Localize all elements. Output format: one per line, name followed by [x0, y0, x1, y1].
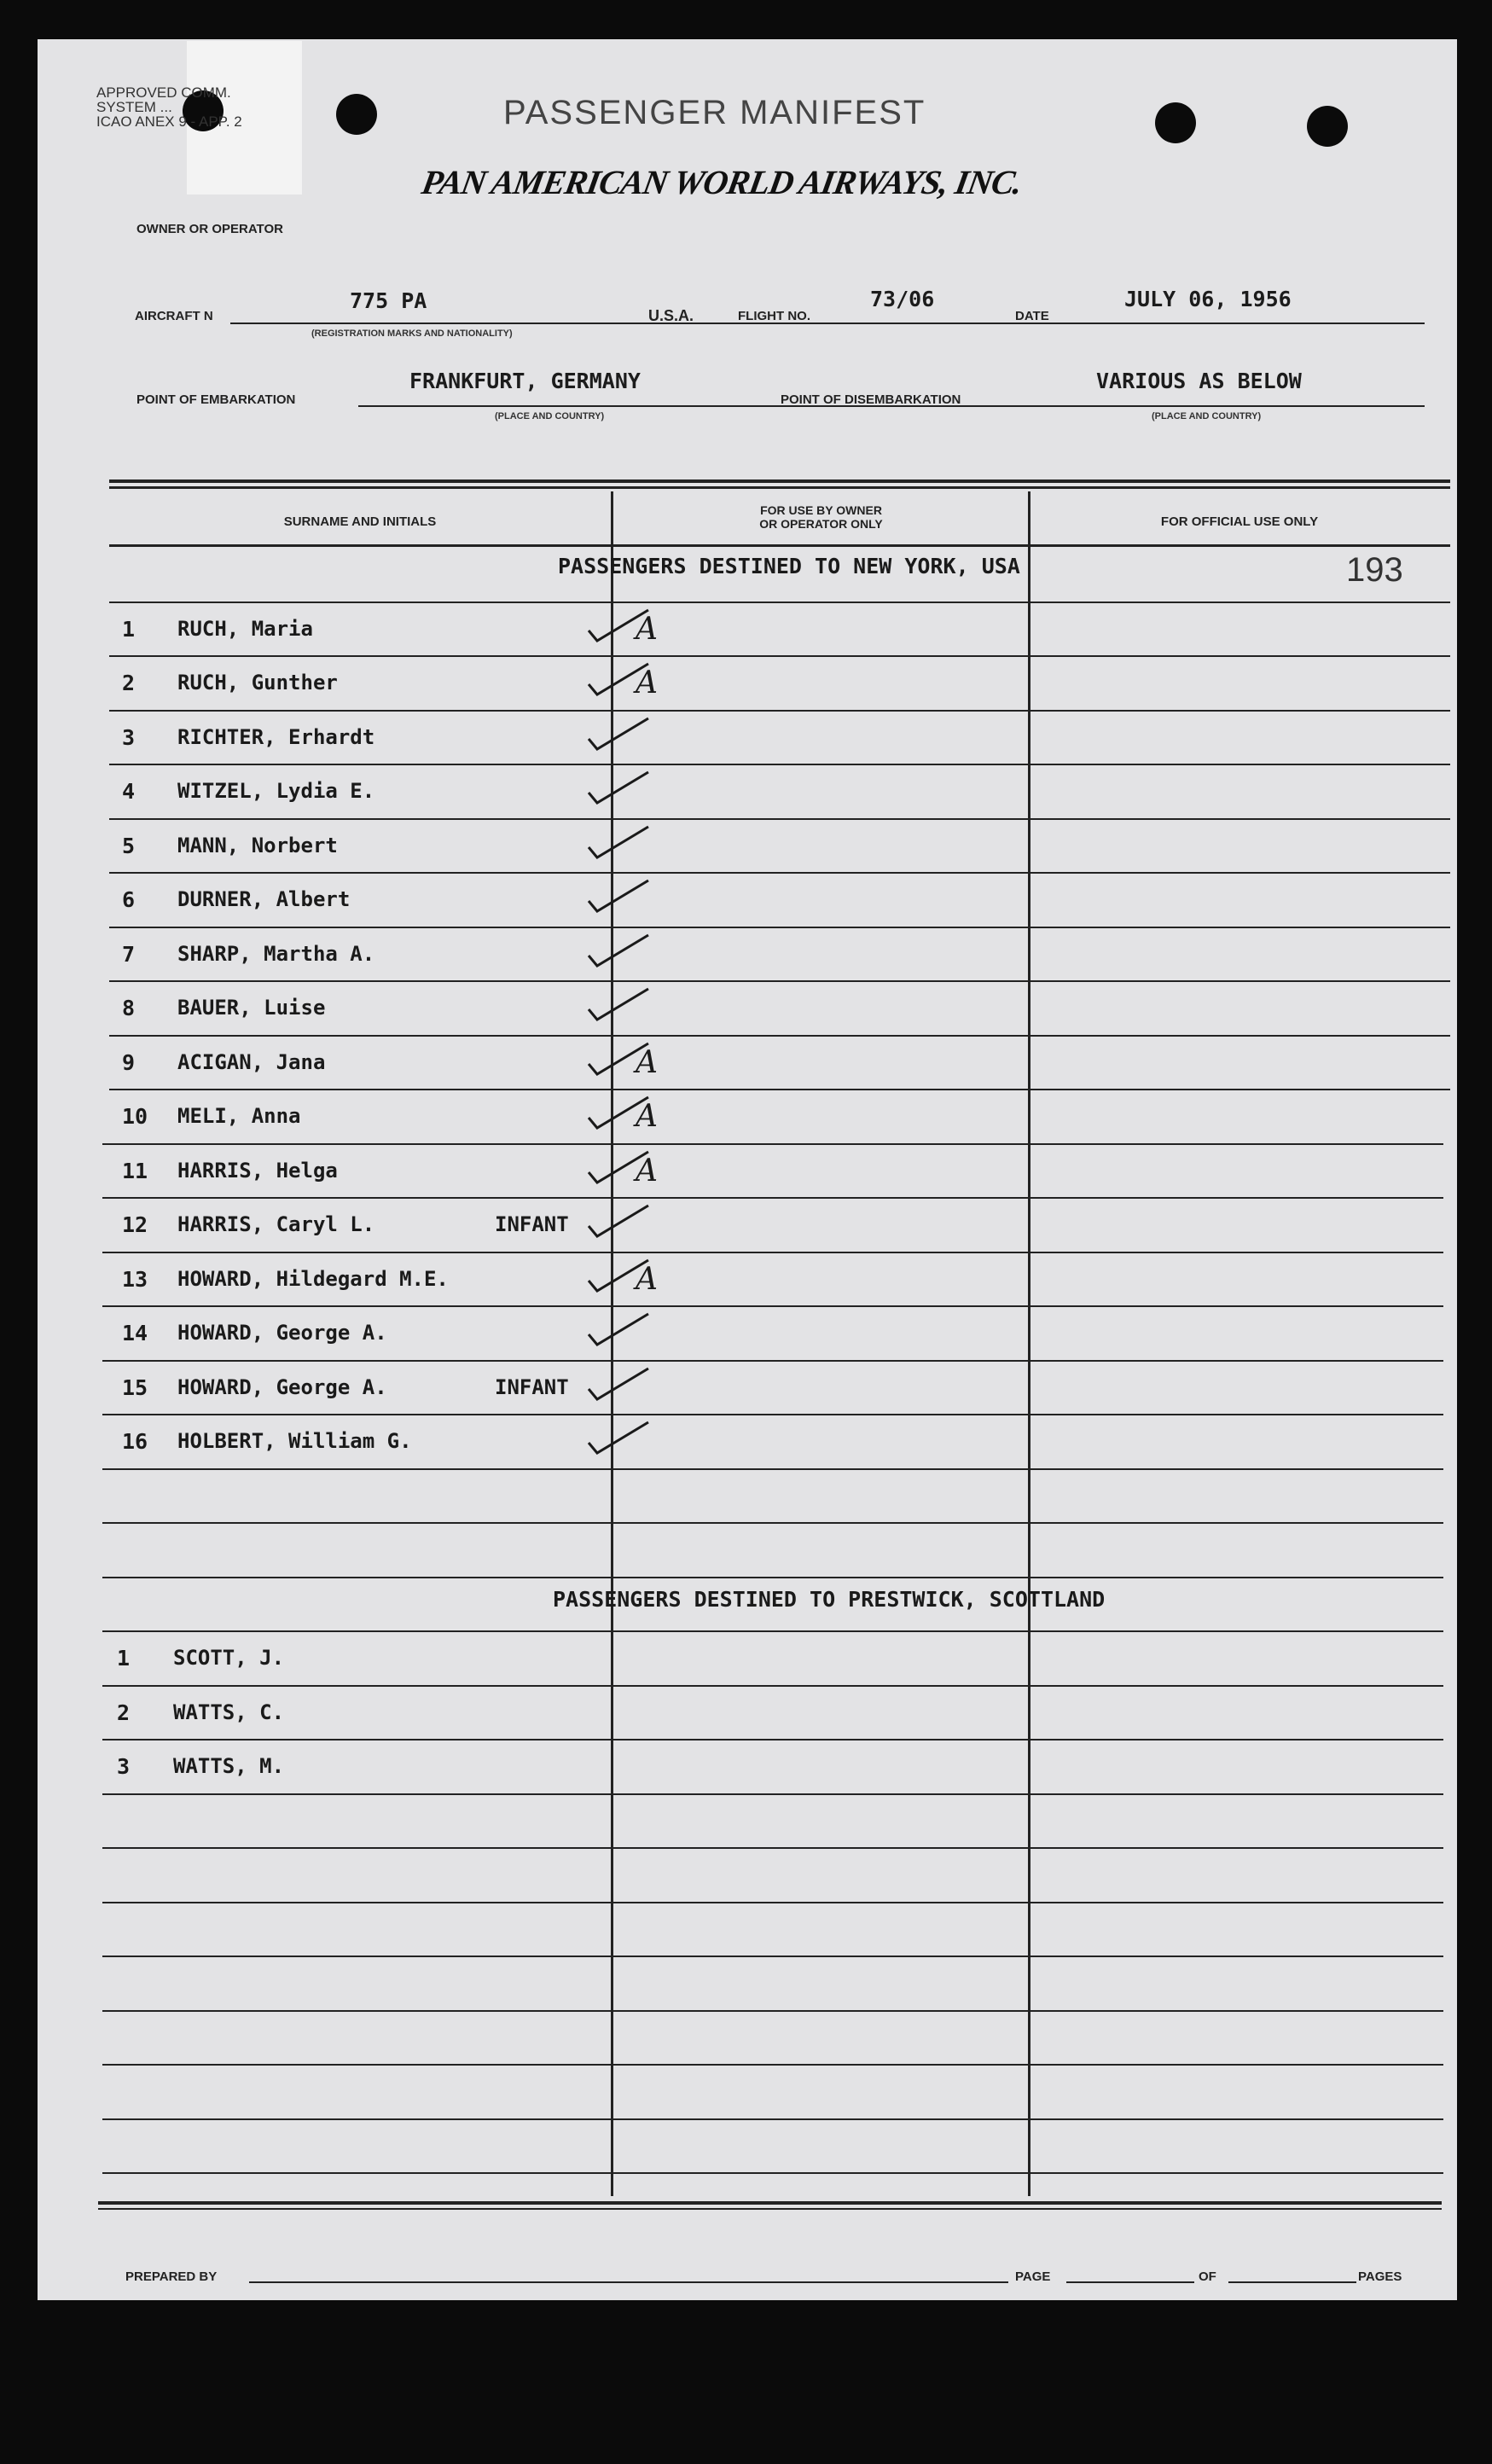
aircraft-sub: (REGISTRATION MARKS AND NATIONALITY) — [311, 328, 513, 339]
passenger-name: WATTS, C. — [173, 1700, 285, 1724]
handwritten-mark: A — [636, 1154, 658, 1188]
passenger-name: WITZEL, Lydia E. — [177, 779, 375, 803]
row-number: 16 — [122, 1429, 148, 1454]
row-number: 2 — [122, 671, 136, 695]
handwritten-mark: A — [636, 1099, 658, 1134]
row-number: 6 — [122, 887, 136, 912]
passenger-note: INFANT — [495, 1375, 569, 1399]
prepared-label: PREPARED BY — [125, 2269, 218, 2284]
handwritten-mark: A — [636, 665, 658, 700]
stamp-line: ICAO ANEX 9 - APP. 2 — [96, 113, 242, 130]
flight-value: 73/06 — [870, 287, 935, 311]
row-number: 11 — [122, 1159, 148, 1183]
passenger-name: RUCH, Gunther — [177, 671, 338, 694]
passenger-name: HARRIS, Caryl L. — [177, 1212, 375, 1236]
page-rule — [1066, 2281, 1194, 2283]
row-number: 9 — [122, 1050, 136, 1075]
operator-name: PAN AMERICAN WORLD AIRWAYS, INC. — [419, 163, 1025, 201]
passenger-name: ACIGAN, Jana — [177, 1050, 326, 1074]
row-number: 1 — [122, 617, 136, 642]
aircraft-value: 775 PA — [350, 288, 427, 313]
embark-sub: (PLACE AND COUNTRY) — [495, 411, 605, 421]
date-label: DATE — [1015, 309, 1049, 323]
passenger-name: SCOTT, J. — [173, 1646, 285, 1670]
passenger-name: WATTS, M. — [173, 1754, 285, 1778]
col-header-surname: SURNAME AND INITIALS — [283, 514, 437, 529]
check-mark — [589, 935, 648, 966]
document-title: PASSENGER MANIFEST — [503, 94, 926, 131]
passenger-name: SHARP, Martha A. — [177, 942, 375, 966]
check-mark — [589, 880, 648, 911]
passenger-note: INFANT — [495, 1212, 569, 1236]
official-number: 193 — [1346, 551, 1403, 589]
row-number: 3 — [122, 725, 136, 750]
flight-label: FLIGHT NO. — [738, 309, 810, 323]
prepared-rule — [249, 2281, 1008, 2283]
passenger-name: HARRIS, Helga — [177, 1159, 338, 1183]
row-number: 1 — [117, 1646, 131, 1671]
row-number: 8 — [122, 996, 136, 1020]
embark-value: FRANKFURT, GERMANY — [409, 369, 641, 393]
of-rule — [1228, 2281, 1356, 2283]
embark-label: POINT OF EMBARKATION — [136, 392, 296, 407]
check-mark — [589, 1314, 648, 1345]
col-header-official: FOR OFFICIAL USE ONLY — [1160, 514, 1319, 529]
disembark-label: POINT OF DISEMBARKATION — [781, 392, 961, 407]
disembark-value: VARIOUS AS BELOW — [1096, 369, 1302, 393]
row-number: 14 — [122, 1321, 148, 1345]
passenger-name: BAUER, Luise — [177, 996, 326, 1020]
handwritten-mark: A — [636, 612, 658, 647]
date-value: JULY 06, 1956 — [1124, 287, 1292, 311]
row-number: 5 — [122, 834, 136, 858]
row-number: 2 — [117, 1700, 131, 1725]
check-mark — [589, 1369, 648, 1399]
check-mark — [589, 827, 648, 857]
disembark-sub: (PLACE AND COUNTRY) — [1152, 411, 1262, 421]
check-mark — [589, 772, 648, 803]
passenger-name: DURNER, Albert — [177, 887, 351, 911]
row-number: 7 — [122, 942, 136, 967]
passenger-name: RICHTER, Erhardt — [177, 725, 375, 749]
owner-label: OWNER OR OPERATOR — [136, 222, 283, 236]
check-mark — [589, 1422, 648, 1453]
table-bottom-rule — [98, 2201, 1442, 2205]
col-header-owner-line: FOR USE BY OWNER — [760, 503, 882, 517]
row-number: 13 — [122, 1267, 148, 1292]
passenger-name: HOWARD, George A. — [177, 1321, 387, 1345]
passenger-name: MELI, Anna — [177, 1104, 301, 1128]
passenger-name: RUCH, Maria — [177, 617, 313, 641]
check-mark — [589, 718, 648, 749]
row-number: 3 — [117, 1754, 131, 1779]
passenger-name: HOWARD, Hildegard M.E. — [177, 1267, 449, 1291]
check-mark — [589, 1206, 648, 1236]
handwritten-mark: A — [636, 1045, 658, 1080]
stamp-line: SYSTEM ... — [96, 99, 172, 115]
table-bottom-rule — [98, 2208, 1442, 2210]
pages-label: PAGES — [1358, 2269, 1402, 2284]
page-label: PAGE — [1015, 2269, 1051, 2284]
row-number: 15 — [122, 1375, 148, 1400]
check-mark — [589, 989, 648, 1020]
stamp-line: APPROVED COMM. — [96, 84, 231, 101]
section-title: PASSENGERS DESTINED TO PRESTWICK, SCOTTLAND — [553, 1587, 1106, 1612]
passenger-name: MANN, Norbert — [177, 834, 338, 857]
aircraft-label: AIRCRAFT N — [135, 309, 213, 323]
col-header-owner-line: OR OPERATOR ONLY — [759, 517, 883, 531]
row-number: 12 — [122, 1212, 148, 1237]
passenger-name: HOLBERT, William G. — [177, 1429, 412, 1453]
country-label: U.S.A. — [648, 307, 694, 324]
passenger-name: HOWARD, George A. — [177, 1375, 387, 1399]
row-number: 4 — [122, 779, 136, 804]
row-number: 10 — [122, 1104, 148, 1129]
handwritten-mark: A — [636, 1262, 658, 1297]
section-title: PASSENGERS DESTINED TO NEW YORK, USA — [558, 554, 1020, 578]
of-label: OF — [1199, 2269, 1216, 2284]
